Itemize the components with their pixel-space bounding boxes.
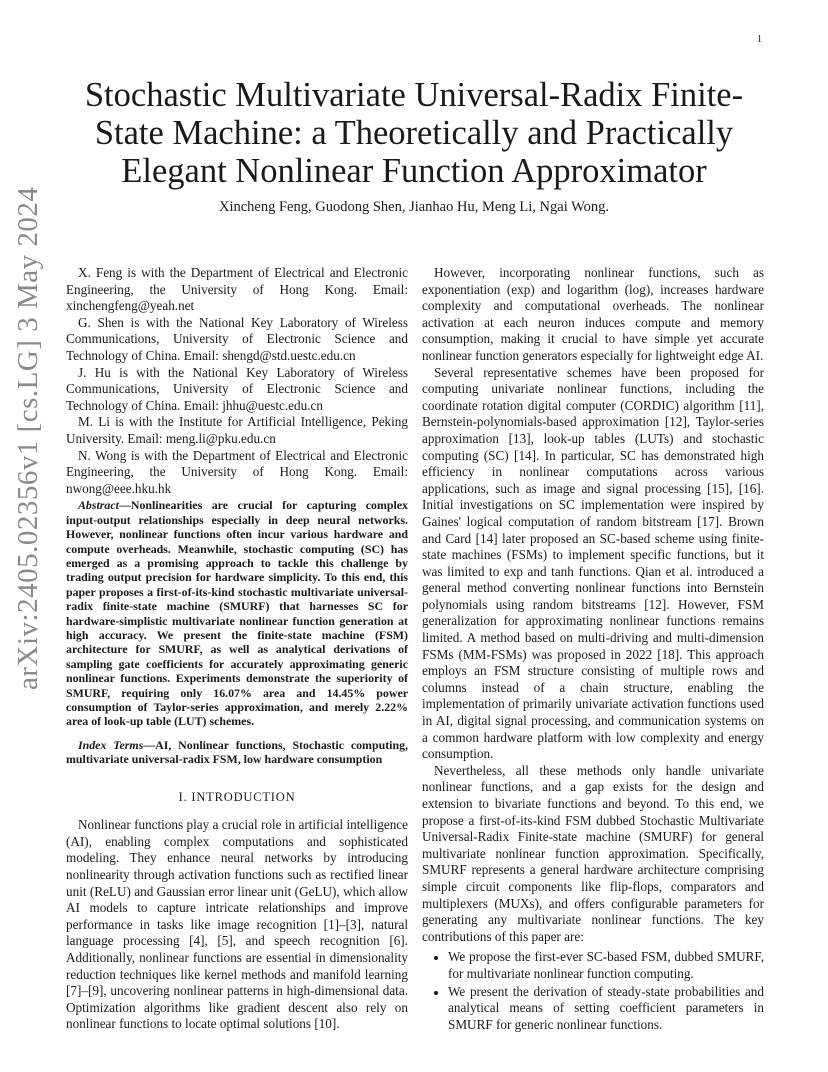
contribution-list (422, 949, 764, 1033)
affiliation-note: J. Hu is with the National Key Laboratory of Wireless Communications, University of Electronic Science and Technology of China. Email: jhhu@uestc.edu.cn (66, 364, 408, 413)
body-paragraph: Several representative schemes have been proposed for computing univariate nonlinear functions, including the coordinate rotation digital computer (CORDIC) algorithm [11], Bernstein-polynomials-based approximation [12], Taylor-series approximation [13], look-up tables (LUTs) and stochastic computing (SC) [14]. In particular, SC has demonstrated high efficiency in nonlinear computations across various applications, such as image and signal processing [15], [16]. Initial investigations on SC implementation were inspired by Gaines' logical computation of random bitstream [17]. Brown and Card [14] later proposed an SC-based scheme using finite-state machines (FSMs) to implement specific functions, but it was limited to exp and tanh functions. Qian et al. introduced a general method converting nonlinear functions into Bernstein polynomials using random bitstreams [12]. However, FSM generalization for approximating nonlinear functions remains limited. A method based on multi-driving and multi-dimension FSMs (MM-FSMs) was proposed in 2022 [18]. This approach employs an FSM structure consisting of multiple rows and columns instead of a chain structure, enabling the implementation of primarily univariate activation functions used in AI, digital signal processing, and communication systems on a common hardware platform with low complexity and energy consumption. (422, 364, 764, 762)
affiliation-note: M. Li is with the Institute for Artificial Intelligence, Peking University. Email: meng.li@pku.edu.cn (66, 414, 408, 446)
affiliation-note: G. Shen is with the National Key Laboratory of Wireless Communications, University of Electronic Science and Technology of China. Email: shengd@std.uestc.edu.cn (66, 314, 408, 363)
intro-paragraph: Nonlinear functions play a crucial role in artificial intelligence (AI), enabling complex computations and sophisticated modeling. They enhance neural networks by introducing nonlinearity through activation functions such as rectified linear unit (ReLU) and Gaussian error linear unit (GeLU), which allow AI models to capture intricate relationships and improve performance in tasks like image recognition [1]–[3], natural language processing [4], [5], and speech recognition [6]. Additionally, nonlinear functions are essential in dimensionality reduction techniques like kernel methods and manifold learning [7]–[9], uncovering nonlinear patterns in high-dimensional data. Optimization algorithms like gradient descent also rely on nonlinear functions to locate optimal solutions [10]. (66, 817, 408, 1032)
paper-title: Stochastic Multivariate Universal-Radix Finite-State Machine: a Theoretically and Practically Elegant Nonlinear Function Approximator (84, 76, 744, 190)
arxiv-side-stamp: arXiv:2405.02356v1 [cs.LG] 3 May 2024 (12, 186, 44, 690)
index-terms (66, 738, 408, 767)
contribution-item: • We present the derivation of steady-state probabilities and analytical means of setting coefficient parameters in SMURF for generic nonlinear functions. (448, 984, 764, 1034)
page-number: 1 (757, 34, 762, 45)
index-terms-body: —AI, Nonlinear functions, Stochastic computing, multivariate universal-radix FSM, low hardware consumption (66, 737, 408, 767)
author-list: Xincheng Feng, Guodong Shen, Jianhao Hu, Meng Li, Ngai Wong. (218, 199, 610, 215)
left-column (66, 265, 408, 1033)
affiliation-note: N. Wong is with the Department of Electrical and Electronic Engineering, the University of Hong Kong. Email: nwong@eee.hku.hk (66, 447, 408, 496)
section-heading: I. INTRODUCTION (178, 789, 296, 804)
right-column (422, 265, 764, 1034)
abstract-lead: Abstract (78, 498, 119, 513)
abstract (66, 498, 408, 729)
body-paragraph: Nevertheless, all these methods only handle univariate nonlinear functions, and a gap exists for the design and extension to bivariate functions and beyond. To this end, we propose a first-of-its-kind FSM dubbed Stochastic Multivariate Universal-Radix Finite-state machine (SMURF) for general multivariate nonlinear function approximation. Specifically, SMURF represents a general hardware architecture comprising simple circuit components like flip-flops, comparators and multiplexers (MUXs), and offers configurable parameters for generating any multivariate nonlinear functions. The key contributions of this paper are: (422, 762, 764, 944)
contribution-item: • We propose the first-ever SC-based FSM, dubbed SMURF, for multivariate nonlinear function computing. (448, 949, 764, 982)
body-paragraph: However, incorporating nonlinear functions, such as exponentiation (exp) and logarithm (log), increases hardware complexity and computational overheads. The nonlinear activation at each neuron induces compute and memory consumption, making it crucial to have simple yet accurate nonlinear function generators especially for lightweight edge AI. (422, 265, 764, 363)
abstract-body: —Nonlinearities are crucial for capturing complex input-output relationships especially in deep neural networks. However, nonlinear functions often incur various hardware and compute overheads. Meanwhile, stochastic computing (SC) has emerged as a promising approach to tackle this challenge by trading output precision for hardware simplicity. To this end, this paper proposes a first-of-its-kind stochastic multivariate universal-radix finite-state machine (SMURF) that harnesses SC for hardware-simplistic multivariate nonlinear function generation at high accuracy. We present the finite-state machine (FSM) architecture for SMURF, as well as analytical derivations of sampling gate coefficients for accurately approximating generic nonlinear functions. Experiments demonstrate the superiority of SMURF, requiring only 16.07% area and 14.45% power consumption of Taylor-series approximation, and merely 2.22% area of look-up table (LUT) schemes. (66, 498, 408, 729)
affiliation-note: X. Feng is with the Department of Electrical and Electronic Engineering, the University of Hong Kong. Email: xinchengfeng@yeah.net (66, 265, 408, 314)
index-terms-lead: Index Terms (78, 737, 144, 752)
